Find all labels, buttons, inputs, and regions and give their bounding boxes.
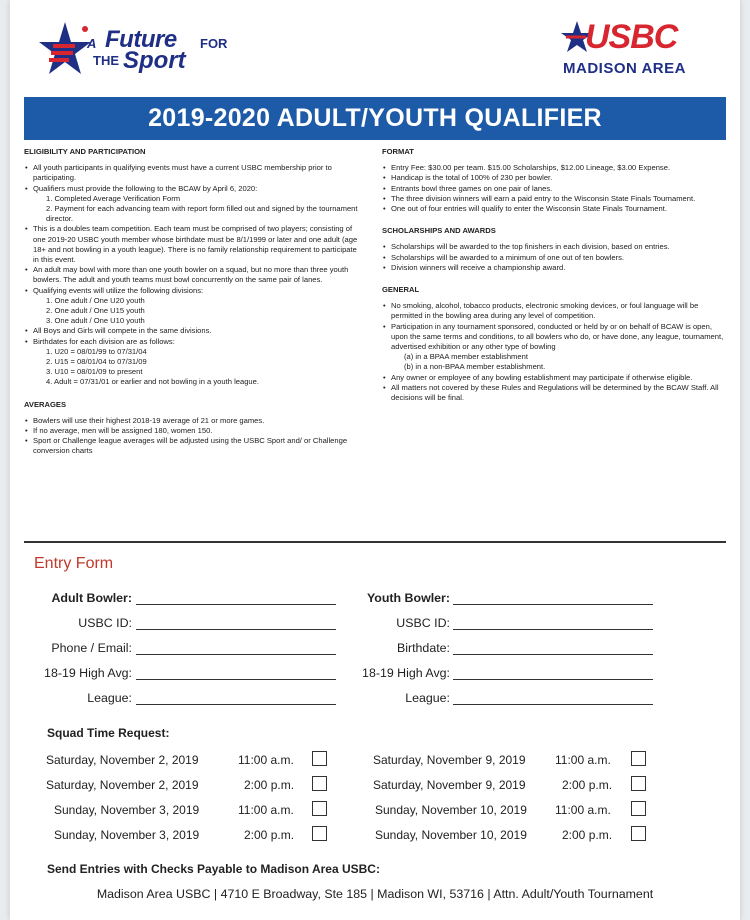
- squad-date: Saturday, November 9, 2019: [373, 753, 526, 767]
- squad-option[interactable]: [375, 803, 645, 821]
- youth-bowler-label: Youth Bowler:: [366, 591, 450, 605]
- squad-option[interactable]: [373, 778, 645, 796]
- youth-usbc-id-field[interactable]: [350, 616, 450, 630]
- squad-option[interactable]: [373, 753, 645, 771]
- youth-high-avg-label: 18-19 High Avg:: [362, 666, 450, 680]
- list-item: 1. One adult / One U20 youth: [46, 295, 145, 305]
- youth-league-label: League:: [405, 691, 450, 705]
- list-item: 4. Adult = 07/31/01 or earlier and not bowling in a youth league.: [46, 377, 259, 387]
- youth-league-input-line[interactable]: [453, 704, 653, 705]
- squad-time: 11:00 a.m.: [238, 753, 294, 767]
- adult-league-input-line[interactable]: [136, 704, 336, 705]
- squad-time: 2:00 p.m.: [244, 828, 295, 842]
- squad-checkbox[interactable]: [631, 801, 646, 816]
- general-heading: GENERAL: [382, 285, 420, 295]
- list-item: • Qualifying events will utilize the following divisions:: [24, 286, 362, 296]
- squad-checkbox[interactable]: [312, 751, 327, 766]
- averages-heading: AVERAGES: [24, 399, 67, 409]
- list-item: 1. U20 = 08/01/99 to 07/31/04: [46, 346, 147, 356]
- star-icon: [35, 20, 93, 78]
- flyer-page: [10, 0, 740, 920]
- list-item: (b) in a non-BPAA member establishment.: [404, 362, 546, 372]
- mailing-address: Madison Area USBC | 4710 E Broadway, Ste 185 | Madison WI, 53716 | Attn. Adult/Youth Tournament: [96, 887, 654, 901]
- adult-phone-email-input-line[interactable]: [136, 654, 336, 655]
- averages-list: [24, 416, 362, 457]
- eligibility-heading: ELIGIBILITY AND PARTICIPATION: [24, 147, 146, 156]
- squad-checkbox[interactable]: [312, 801, 327, 816]
- list-item: • Scholarships will be awarded to the top finishers in each division, based on entries.: [382, 242, 728, 252]
- rules-left-column: [24, 147, 362, 457]
- adult-phone-email-field[interactable]: [30, 641, 132, 655]
- youth-bowler-input-line[interactable]: [453, 604, 653, 605]
- list-item: • All Boys and Girls will compete in the same divisions.: [24, 326, 362, 336]
- squad-time: 11:00 a.m.: [238, 803, 294, 817]
- format-heading: FORMAT: [382, 147, 414, 156]
- page-title: 2019-2020 ADULT/YOUTH QUALIFIER: [148, 104, 602, 132]
- youth-high-avg-field[interactable]: [350, 666, 450, 680]
- squad-time: 2:00 p.m.: [562, 778, 613, 792]
- adult-phone-email-label: Phone / Email:: [51, 641, 132, 655]
- adult-usbc-id-label: USBC ID:: [78, 616, 132, 630]
- youth-usbc-id-label: USBC ID:: [396, 616, 450, 630]
- youth-bowler-field[interactable]: [350, 591, 450, 605]
- squad-option[interactable]: [54, 803, 316, 821]
- future-for-the-sport-logo: [35, 20, 245, 82]
- squad-time: 11:00 a.m.: [555, 803, 611, 817]
- list-item: • Birthdates for each division are as follows:: [24, 337, 362, 347]
- list-item: • If no average, men will be assigned 180, women 150.: [24, 426, 362, 436]
- squad-checkbox[interactable]: [312, 826, 327, 841]
- adult-usbc-id-input-line[interactable]: [136, 629, 336, 630]
- squad-checkbox[interactable]: [631, 776, 646, 791]
- list-item: 3. U10 = 08/01/09 to present: [46, 367, 143, 377]
- list-item: • Handicap is the total of 100% of 230 per bowler.: [382, 173, 728, 183]
- youth-birthdate-input-line[interactable]: [453, 654, 653, 655]
- list-item: • One out of four entries will qualify to enter the Wisconsin State Finals Tournament.: [382, 204, 728, 214]
- list-item: • Bowlers will use their highest 2018-19 average of 21 or more games.: [24, 416, 362, 426]
- adult-high-avg-field[interactable]: [30, 666, 132, 680]
- youth-usbc-id-input-line[interactable]: [453, 629, 653, 630]
- eligibility-list: [24, 163, 362, 387]
- list-item: 2. U15 = 08/01/04 to 07/31/09: [46, 357, 147, 367]
- entry-form-title: Entry Form: [34, 555, 114, 572]
- list-item: 3. One adult / One U10 youth: [46, 316, 145, 326]
- general-list: [382, 301, 728, 403]
- squad-option[interactable]: [375, 828, 645, 846]
- squad-time: 2:00 p.m.: [562, 828, 613, 842]
- section-spacer: [382, 273, 728, 285]
- list-item: • All youth participants in qualifying events must have a current USBC membership prior to participating.: [24, 163, 362, 183]
- squad-date: Saturday, November 2, 2019: [46, 778, 199, 792]
- adult-bowler-label: Adult Bowler:: [51, 591, 132, 605]
- section-spacer: [382, 214, 728, 226]
- usbc-wordmark: USBC: [585, 18, 678, 56]
- adult-high-avg-input-line[interactable]: [136, 679, 336, 680]
- squad-date: Sunday, November 10, 2019: [375, 803, 527, 817]
- squad-option[interactable]: [54, 828, 316, 846]
- adult-league-field[interactable]: [30, 691, 132, 705]
- adult-bowler-field[interactable]: [30, 591, 132, 605]
- logo-text-the: THE: [93, 53, 119, 68]
- list-item: • Sport or Challenge league averages will be adjusted using the USBC Sport and/ or Challenge conversion charts: [24, 436, 362, 456]
- send-entries-heading: Send Entries with Checks Payable to Madison Area USBC:: [47, 862, 380, 876]
- list-item: • No smoking, alcohol, tobacco products, electronic smoking devices, or foul language will be permitted in the bowling area during any level of competition.: [382, 301, 728, 321]
- squad-time-heading: Squad Time Request:: [47, 726, 170, 740]
- adult-usbc-id-field[interactable]: [30, 616, 132, 630]
- list-item: • The three division winners will earn a paid entry to the Wisconsin State Finals Tournament.: [382, 194, 728, 204]
- list-item: 2. Payment for each advancing team with report form filled out and signed by the tournament director.: [46, 204, 358, 224]
- youth-birthdate-field[interactable]: [350, 641, 450, 655]
- squad-date: Sunday, November 10, 2019: [375, 828, 527, 842]
- logo-text-sport: Sport: [123, 47, 186, 74]
- squad-option[interactable]: [46, 778, 316, 796]
- squad-date: Saturday, November 2, 2019: [46, 753, 199, 767]
- scholarships-list: [382, 242, 728, 273]
- madison-area-label: MADISON AREA: [563, 60, 686, 77]
- list-item: • Participation in any tournament sponsored, conducted or held by or on behalf of BCAW is open, upon the same terms and conditions, to all bowlers who do, or have done, any league, tournament, advertised exhibition or any other type of bowling: [382, 322, 728, 353]
- squad-date: Saturday, November 9, 2019: [373, 778, 526, 792]
- section-divider: [24, 541, 726, 543]
- scholarships-heading: SCHOLARSHIPS AND AWARDS: [382, 226, 496, 236]
- youth-birthdate-label: Birthdate:: [396, 641, 450, 655]
- list-item: • An adult may bowl with more than one youth bowler on a squad, but no more than three youth bowlers. The adult and youth teams must bowl concurrently on the same pair of lanes.: [24, 265, 362, 285]
- logo-text-for: FOR: [200, 36, 228, 51]
- usbc-madison-logo: [555, 18, 730, 80]
- list-item: • All matters not covered by these Rules and Regulations will be determined by the BCAW Staff. All decisions will be final.: [382, 383, 728, 403]
- logo-text-future: Future: [105, 26, 177, 53]
- squad-checkbox[interactable]: [631, 751, 646, 766]
- adult-league-label: League:: [87, 691, 132, 705]
- squad-time: 2:00 p.m.: [244, 778, 295, 792]
- list-item: • Scholarships will be awarded to a minimum of one out of ten bowlers.: [382, 253, 728, 263]
- squad-time: 11:00 a.m.: [555, 753, 611, 767]
- list-item: 2. One adult / One U15 youth: [46, 306, 145, 316]
- youth-league-field[interactable]: [350, 691, 450, 705]
- list-item: 1. Completed Average Verification Form: [46, 193, 181, 203]
- squad-checkbox[interactable]: [312, 776, 327, 791]
- list-item: • Any owner or employee of any bowling establishment may participate if otherwise eligible.: [382, 373, 728, 383]
- logo-text-a: A: [87, 36, 97, 51]
- title-banner: [24, 97, 726, 140]
- list-item: • Qualifiers must provide the following to the BCAW by April 6, 2020:: [24, 184, 362, 194]
- youth-high-avg-input-line[interactable]: [453, 679, 653, 680]
- list-item: • Entry Fee: $30.00 per team. $15.00 Scholarships, $12.00 Lineage, $3.00 Expense.: [382, 163, 728, 173]
- adult-bowler-input-line[interactable]: [136, 604, 336, 605]
- adult-high-avg-label: 18-19 High Avg:: [44, 666, 132, 680]
- rules-right-column: [382, 147, 728, 403]
- format-list: [382, 163, 728, 214]
- section-spacer: [24, 388, 362, 400]
- squad-date: Sunday, November 3, 2019: [54, 828, 200, 842]
- list-item: • Division winners will receive a championship award.: [382, 263, 728, 273]
- list-item: • This is a doubles team competition. Each team must be comprised of two players; consisting of one 2019-20 USBC youth member whose birthdate must be 8/1/1999 or later and one adult (age 18+ and not bowling in a youth league). There is no family relationship requirement to participate in this event.: [24, 224, 362, 265]
- squad-option[interactable]: [46, 753, 316, 771]
- list-item: (a) in a BPAA member establishment: [404, 352, 528, 362]
- squad-checkbox[interactable]: [631, 826, 646, 841]
- squad-date: Sunday, November 3, 2019: [54, 803, 200, 817]
- list-item: • Entrants bowl three games on one pair of lanes.: [382, 184, 728, 194]
